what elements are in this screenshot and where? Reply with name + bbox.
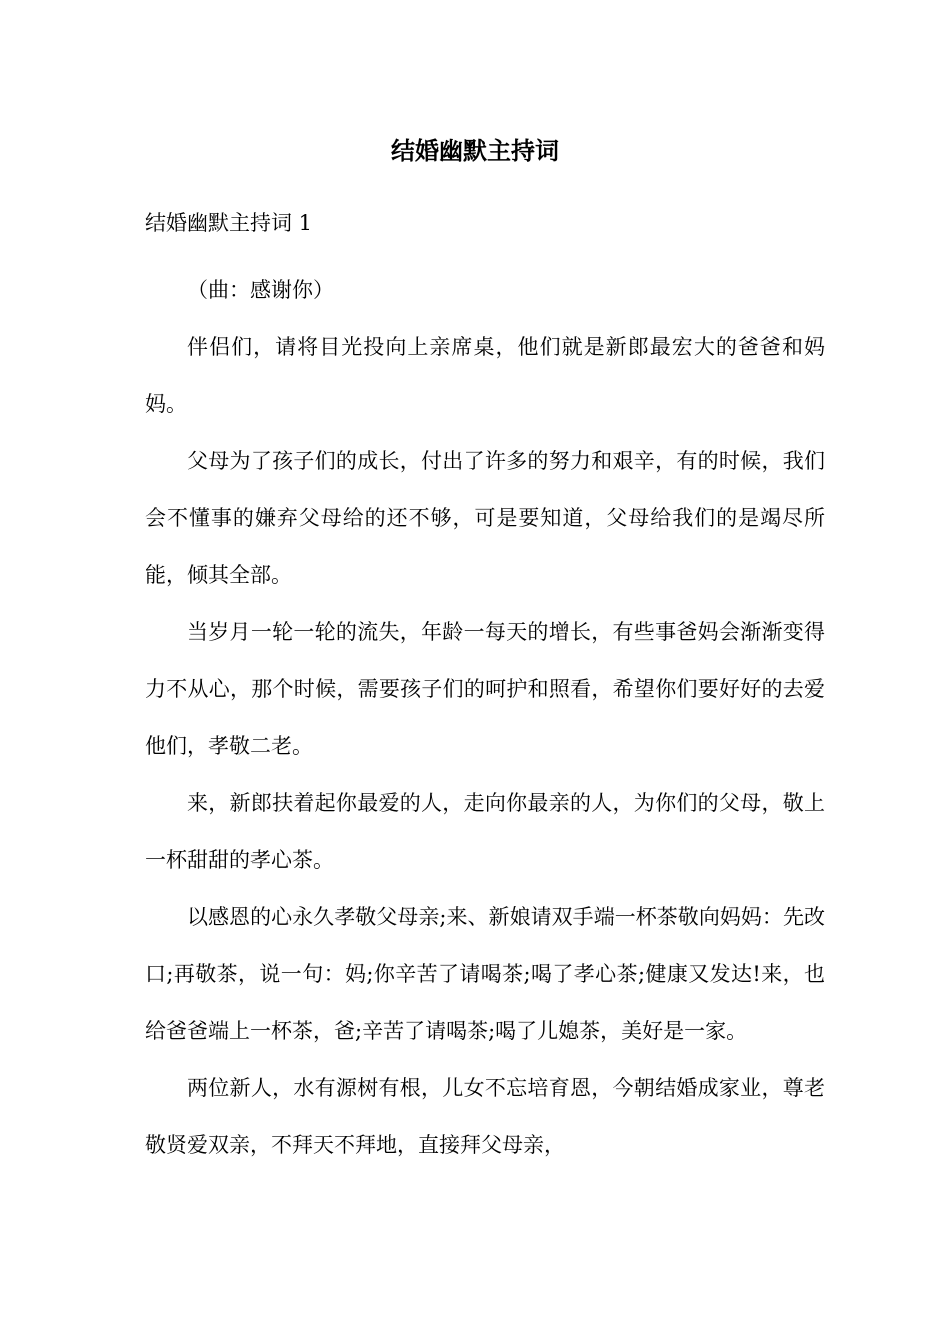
paragraph: 来，新郎扶着起你最爱的人，走向你最亲的人，为你们的父母，敬上一杯甜甜的孝心茶。: [145, 791, 825, 872]
document-body: [145, 262, 825, 1174]
paragraph: 伴侣们，请将目光投向上亲席桌，他们就是新郎最宏大的爸爸和妈妈。: [145, 335, 825, 416]
paragraph: 两位新人，水有源树有根，儿女不忘培育恩，今朝结婚成家业，尊老敬贤爱双亲，不拜天不拜地，直接拜父母亲，: [145, 1076, 825, 1157]
document-title: 结婚幽默主持词: [391, 136, 559, 165]
paragraph: （曲：感谢你）: [187, 278, 334, 302]
paragraph: 父母为了孩子们的成长，付出了许多的努力和艰辛，有的时候，我们会不懂事的嫌弃父母给的还不够，可是要知道，父母给我们的是竭尽所能，倾其全部。: [145, 449, 825, 587]
paragraph: 当岁月一轮一轮的流失，年龄一每天的增长，有些事爸妈会渐渐变得力不从心，那个时候，需要孩子们的呵护和照看，希望你们要好好的去爱他们，孝敬二老。: [145, 620, 825, 758]
paragraph: 以感恩的心永久孝敬父母亲;来、新娘请双手端一杯茶敬向妈妈：先改口;再敬茶，说一句：妈;你辛苦了请喝茶;喝了孝心茶;健康又发达!来，也给爸爸端上一杯茶，爸;辛苦了请喝茶;喝了儿媳茶，美好是一家。: [145, 905, 825, 1043]
section-heading: 结婚幽默主持词 1: [145, 211, 313, 235]
